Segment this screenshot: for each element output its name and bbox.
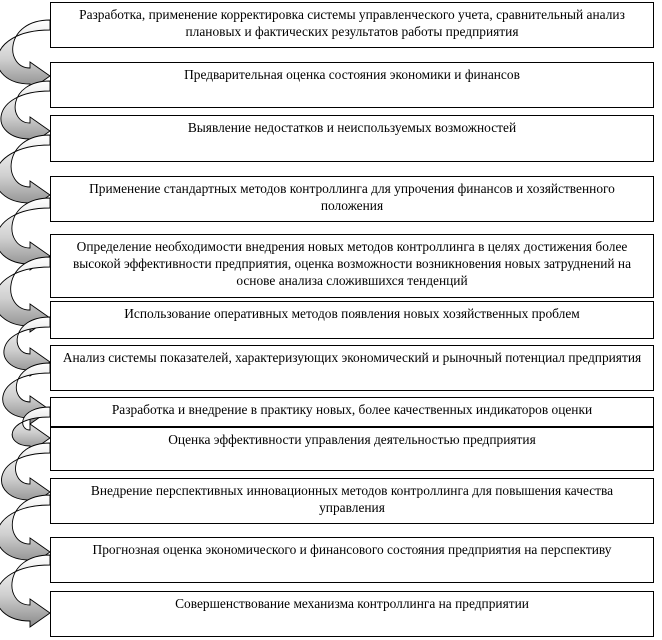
step-box-3 [50,115,654,162]
step-text-11: Прогнозная оценка экономического и финансового состояния предприятия на перспективу [92,542,612,557]
step-text-2: Предварительная оценка состояния экономики и финансов [184,67,520,82]
step-box-10 [50,478,654,524]
step-text-7: Анализ системы показателей, характеризующих экономический и рыночный потенциал предприятия [62,350,642,365]
step-text-1: Разработка, применение корректировка системы управленческого учета, сравнительный анализ плановых и фактических результатов работы предприятия [79,7,625,39]
step-text-4: Применение стандартных методов контроллинга для упрочения финансов и хозяйственного положения [89,181,615,213]
step-box-7 [50,345,654,391]
step-box-8 [50,397,654,427]
step-text-3: Выявление недостатков и неиспользуемых возможностей [187,120,517,135]
curved-arrow-3 [0,135,50,209]
step-box-12 [50,591,654,637]
step-text-6: Использование оперативных методов появления новых хозяйственных проблем [124,306,580,321]
step-text-10: Внедрение перспективных инновационных методов контроллинга для повышения качества управления [90,483,614,515]
step-box-1 [50,2,654,48]
step-box-6 [50,301,654,339]
step-box-4 [50,176,654,222]
step-box-5 [50,234,654,298]
step-text-8: Разработка и внедрение в практику новых, более качественных индикаторов оценки [111,402,593,417]
step-box-2 [50,62,654,108]
step-text-5: Определение необходимости внедрения новых методов контроллинга в целях достижения более высокой эффективности предприятия, оценка возможности возникновения новых затруднений на основе анализа сложившихся тенденций [72,239,632,288]
step-box-11 [50,537,654,583]
step-text-9: Оценка эффективности управления деятельностью предприятия [168,432,536,447]
step-text-12: Совершенствование механизма контроллинга на предприятии [175,596,529,611]
step-box-9 [50,427,654,471]
curved-arrow-11 [0,555,50,627]
curved-arrow-1 [0,20,50,90]
